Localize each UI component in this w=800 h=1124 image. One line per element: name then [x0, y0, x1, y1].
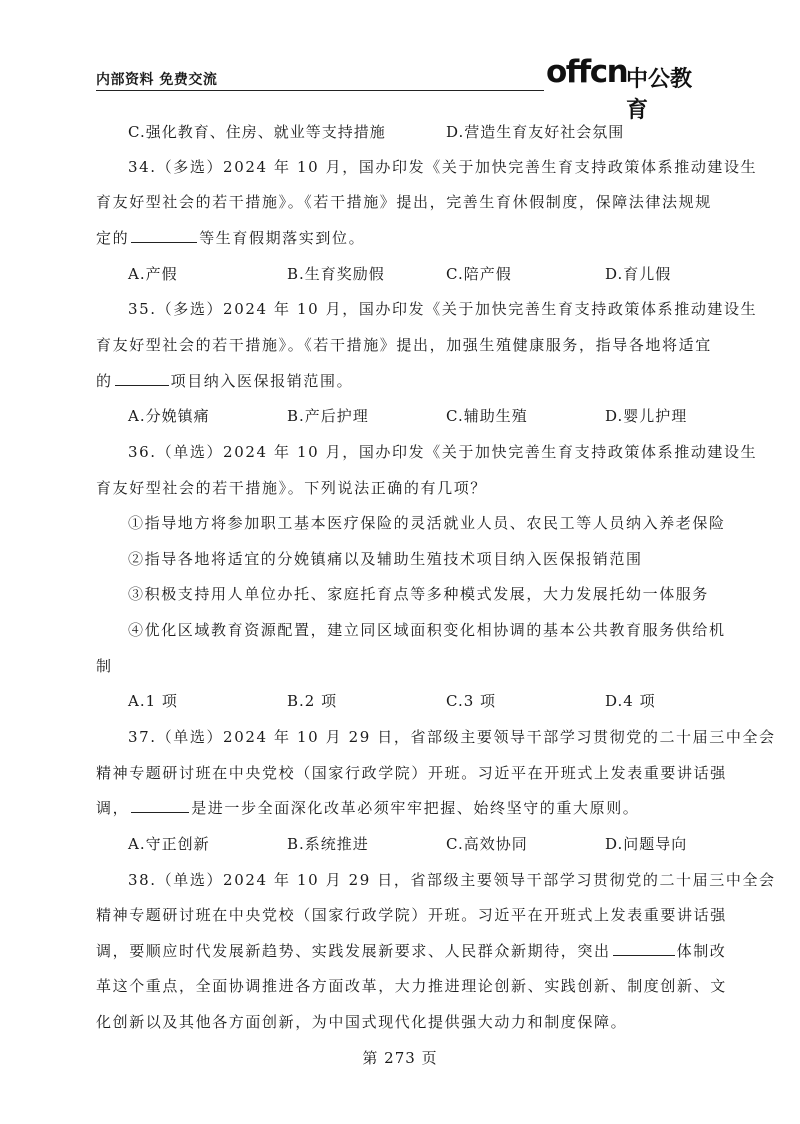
q35-option-b: B.产后护理: [287, 407, 369, 425]
q36-statement-4-cont: 制: [96, 657, 113, 675]
q34-option-a: A.产假: [128, 265, 178, 283]
q37-text-line-1: 37.（单选）2024 年 10 月 29 日，省部级主要领导干部学习贯彻党的二十届三中全会: [128, 728, 776, 746]
q36-statement-4: ④优化区域教育资源配置，建立同区域面积变化相协调的基本公共教育服务供给机: [128, 621, 726, 639]
q35-text-line-3: 的 项目纳入医保报销范围。: [96, 372, 354, 390]
q37-option-b: B.系统推进: [287, 835, 369, 853]
q34-text-line-1: 34.（多选）2024 年 10 月，国办印发《关于加快完善生育支持政策体系推动建设生: [128, 158, 758, 176]
q35-option-a: A.分娩镇痛: [128, 407, 210, 425]
offcn-logo: [546, 54, 708, 123]
q36-statement-3: ③积极支持用人单位办托、家庭托育点等多种模式发展，大力发展托幼一体服务: [128, 585, 710, 603]
q34-option-c: C.陪产假: [446, 265, 512, 283]
logo-chinese-text: 中公教育: [626, 67, 693, 123]
q35-text-line-1: 35.（多选）2024 年 10 月，国办印发《关于加快完善生育支持政策体系推动建设生: [128, 300, 758, 318]
answer-blank: [131, 798, 189, 813]
q37-text-line-2: 精神专题研讨班在中央党校（国家行政学院）开班。习近平在开班式上发表重要讲话强: [96, 764, 727, 782]
q36-text-line-2: 育友好型社会的若干措施》。下列说法正确的有几项？: [96, 479, 487, 497]
header-rule: [96, 90, 544, 91]
q33-option-c: C.强化教育、住房、就业等支持措施: [128, 123, 386, 141]
q36-statement-1: ①指导地方将参加职工基本医疗保险的灵活就业人员、农民工等人员纳入养老保险: [128, 514, 726, 532]
q38-text-line-1: 38.（单选）2024 年 10 月 29 日，省部级主要领导干部学习贯彻党的二十届三中全会: [128, 871, 776, 889]
q37-text-line-3: 调， 是进一步全面深化改革必须牢牢把握、始终坚守的重大原则。: [96, 799, 640, 817]
q34-text-line-3: 定的 等生育假期落实到位。: [96, 229, 366, 247]
q35-option-c: C.辅助生殖: [446, 407, 528, 425]
q38-text-line-5: 化创新以及其他各方面创新，为中国式现代化提供强大动力和制度保障。: [96, 1013, 628, 1031]
q37-option-a: A.守正创新: [128, 835, 210, 853]
q37-option-d: D.问题导向: [605, 835, 688, 853]
logo-latin-text: offcn: [546, 54, 628, 90]
q35-option-d: D.婴儿护理: [605, 407, 688, 425]
q37-option-c: C.高效协同: [446, 835, 528, 853]
answer-blank: [131, 228, 197, 243]
q38-text-line-4: 革这个重点，全面协调推进各方面改革，大力推进理论创新、实践创新、制度创新、文: [96, 977, 727, 995]
q34-text-line-2: 育友好型社会的若干措施》。《若干措施》提出，完善生育休假制度，保障法律法规规: [96, 193, 712, 211]
q35-text-line-2: 育友好型社会的若干措施》。《若干措施》提出，加强生殖健康服务，指导各地将适宜: [96, 336, 712, 354]
q36-option-b: B.2 项: [287, 692, 338, 710]
q38-text-line-3: 调，要顺应时代发展新趋势、实践发展新要求、人民群众新期待，突出 体制改: [96, 942, 727, 960]
page-number: 第 273 页: [362, 1049, 438, 1067]
answer-blank: [115, 371, 169, 386]
q36-option-a: A.1 项: [128, 692, 178, 710]
header-label: 内部资料 免费交流: [96, 72, 218, 88]
q36-statement-2: ②指导各地将适宜的分娩镇痛以及辅助生殖技术项目纳入医保报销范围: [128, 550, 643, 568]
q36-text-line-1: 36.（单选）2024 年 10 月，国办印发《关于加快完善生育支持政策体系推动建设生: [128, 443, 758, 461]
answer-blank: [613, 941, 675, 956]
q33-option-d: D.营造生育友好社会氛围: [446, 123, 625, 141]
q38-text-line-2: 精神专题研讨班在中央党校（国家行政学院）开班。习近平在开班式上发表重要讲话强: [96, 906, 727, 924]
q36-option-d: D.4 项: [605, 692, 656, 710]
q34-option-d: D.育儿假: [605, 265, 672, 283]
page-header: [96, 54, 706, 123]
q34-option-b: B.生育奖励假: [287, 265, 385, 283]
q36-option-c: C.3 项: [446, 692, 497, 710]
